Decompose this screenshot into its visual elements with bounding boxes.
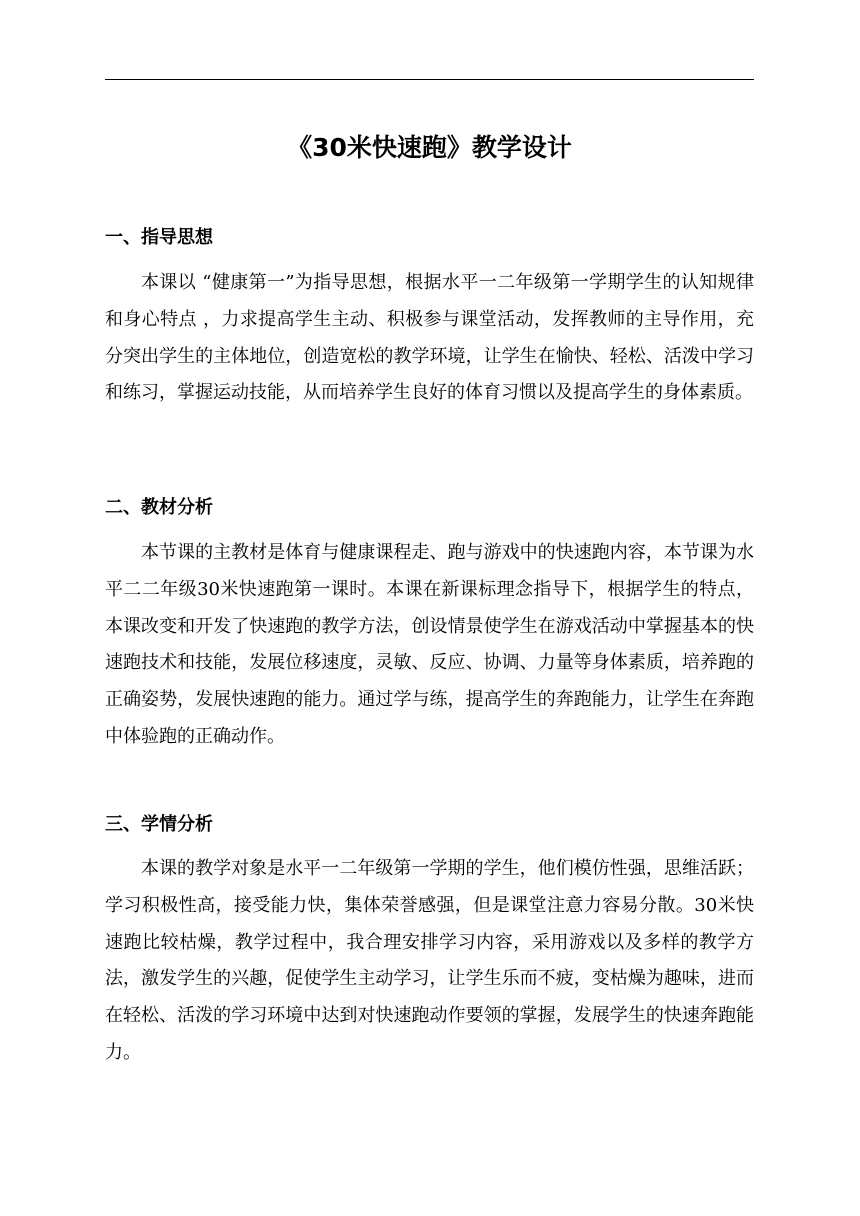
document-title: 《30米快速跑》教学设计	[287, 133, 572, 162]
header-rule	[105, 79, 754, 80]
section-body-guiding-idea: 本课以 “健康第一”为指导思想，根据水平一二年级第一学期学生的认知规律和身心特点 ，力求提高学生主动、积极参与课堂活动，发挥教师的主导作用，充分突出学生的主体地位，创造宽松的教学环境，让学生在愉快、轻松、活泼中学习和练习，掌握运动技能，从而培养学生良好的体育习惯以及提高学生的身体素质。	[105, 272, 754, 404]
section-body-material-analysis: 本节课的主教材是体育与健康课程走、跑与游戏中的快速跑内容，本节课为水平二二年级30米快速跑第一课时。本课在新课标理念指导下，根据学生的特点，本课改变和开发了快速跑的教学方法，创设情景使学生在游戏活动中掌握基本的快速跑技术和技能，发展位移速度，灵敏、反应、协调、力量等身体素质，培养跑的正确姿势，发展快速跑的能力。通过学与练，提高学生的奔跑能力，让学生在奔跑中体验跑的正确动作。	[105, 542, 754, 747]
section-heading-material-analysis: 二、教材分析	[105, 497, 213, 518]
section-heading-learner-analysis: 三、学情分析	[105, 814, 213, 835]
section-heading-guiding-idea: 一、指导思想	[105, 227, 213, 248]
section-body-learner-analysis: 本课的教学对象是水平一二年级第一学期的学生，他们模仿性强，思维活跃；学习积极性高，接受能力快，集体荣誉感强，但是课堂注意力容易分散。30米快速跑比较枯燥，教学过程中，我合理安排学习内容，采用游戏以及多样的教学方法，激发学生的兴趣，促使学生主动学习，让学生乐而不疲，变枯燥为趣味，进而在轻松、活泼的学习环境中达到对快速跑动作要领的掌握，发展学生的快速奔跑能力。	[105, 858, 754, 1063]
